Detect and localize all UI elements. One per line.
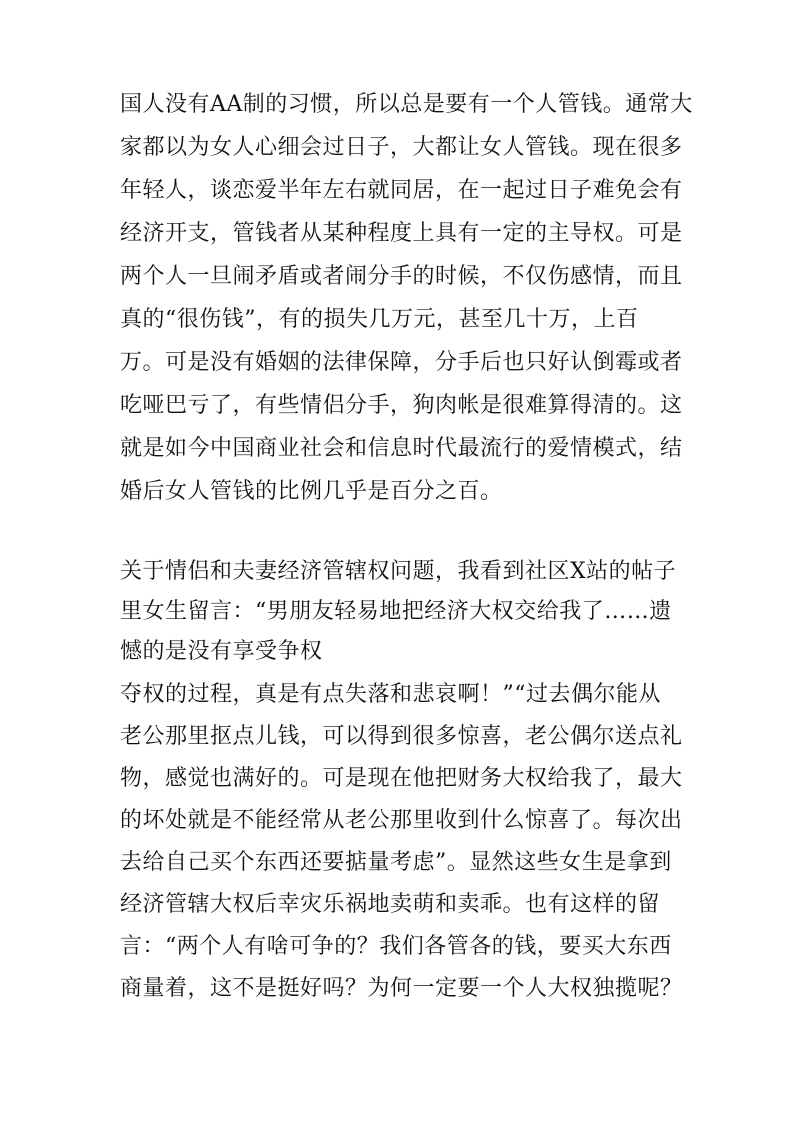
paragraph-2-line-11: 商量着，这不是挺好吗？为何一定要一个人大权独揽呢？	[120, 976, 683, 1001]
paragraph-1-line-8: 吃哑巴亏了，有些情侣分手，狗肉帐是很难算得清的。这	[120, 393, 683, 418]
paragraph-1-line-3: 年轻人，谈恋爱半年左右就同居，在一起过日子难免会有	[120, 178, 683, 203]
paragraph-1-line-10: 婚后女人管钱的比例几乎是百分之百。	[120, 479, 503, 504]
paragraph-2-line-8: 去给自己买个东西还要掂量考虑”。显然这些女生是拿到	[120, 850, 672, 875]
paragraph-2-line-6: 物，感觉也满好的。可是现在他把财务大权给我了，最大	[120, 766, 683, 791]
paragraph-2-line-4: 夺权的过程，真是有点失落和悲哀啊！”“过去偶尔能从	[120, 682, 661, 707]
paragraph-2-line-9: 经济管辖大权后幸灾乐祸地卖萌和卖乖。也有这样的留	[120, 892, 661, 917]
paragraph-1-line-2: 家都以为女人心细会过日子，大都让女人管钱。现在很多	[120, 135, 683, 160]
paragraph-2-line-1: 关于情侣和夫妻经济管辖权问题，我看到社区X站的帖子	[120, 559, 677, 584]
paragraph-1-line-7: 万。可是没有婚姻的法律保障，分手后也只好认倒霉或者	[120, 350, 683, 375]
paragraph-2-line-3: 憾的是没有享受争权	[120, 639, 323, 664]
paragraph-2-line-10: 言：“两个人有啥可争的？我们各管各的钱，要买大东西	[120, 934, 672, 959]
paragraph-1-line-6: 真的“很伤钱”，有的损失几万元，甚至几十万，上百	[120, 307, 639, 332]
paragraph-2-line-2: 里女生留言：“男朋友轻易地把经济大权交给我了……遗	[120, 599, 672, 624]
paragraph-2-line-5: 老公那里抠点儿钱，可以得到很多惊喜，老公偶尔送点礼	[120, 724, 683, 749]
paragraph-1-line-9: 就是如今中国商业社会和信息时代最流行的爱情模式，结	[120, 436, 683, 461]
paragraph-1-line-4: 经济开支，管钱者从某种程度上具有一定的主导权。可是	[120, 221, 683, 246]
paragraph-2-line-7: 的坏处就是不能经常从老公那里收到什么惊喜了。每次出	[120, 808, 683, 833]
paragraph-1-line-1: 国人没有AA制的习惯，所以总是要有一个人管钱。通常大	[120, 92, 693, 117]
paragraph-1-line-5: 两个人一旦闹矛盾或者闹分手的时候，不仅伤感情，而且	[120, 264, 683, 289]
